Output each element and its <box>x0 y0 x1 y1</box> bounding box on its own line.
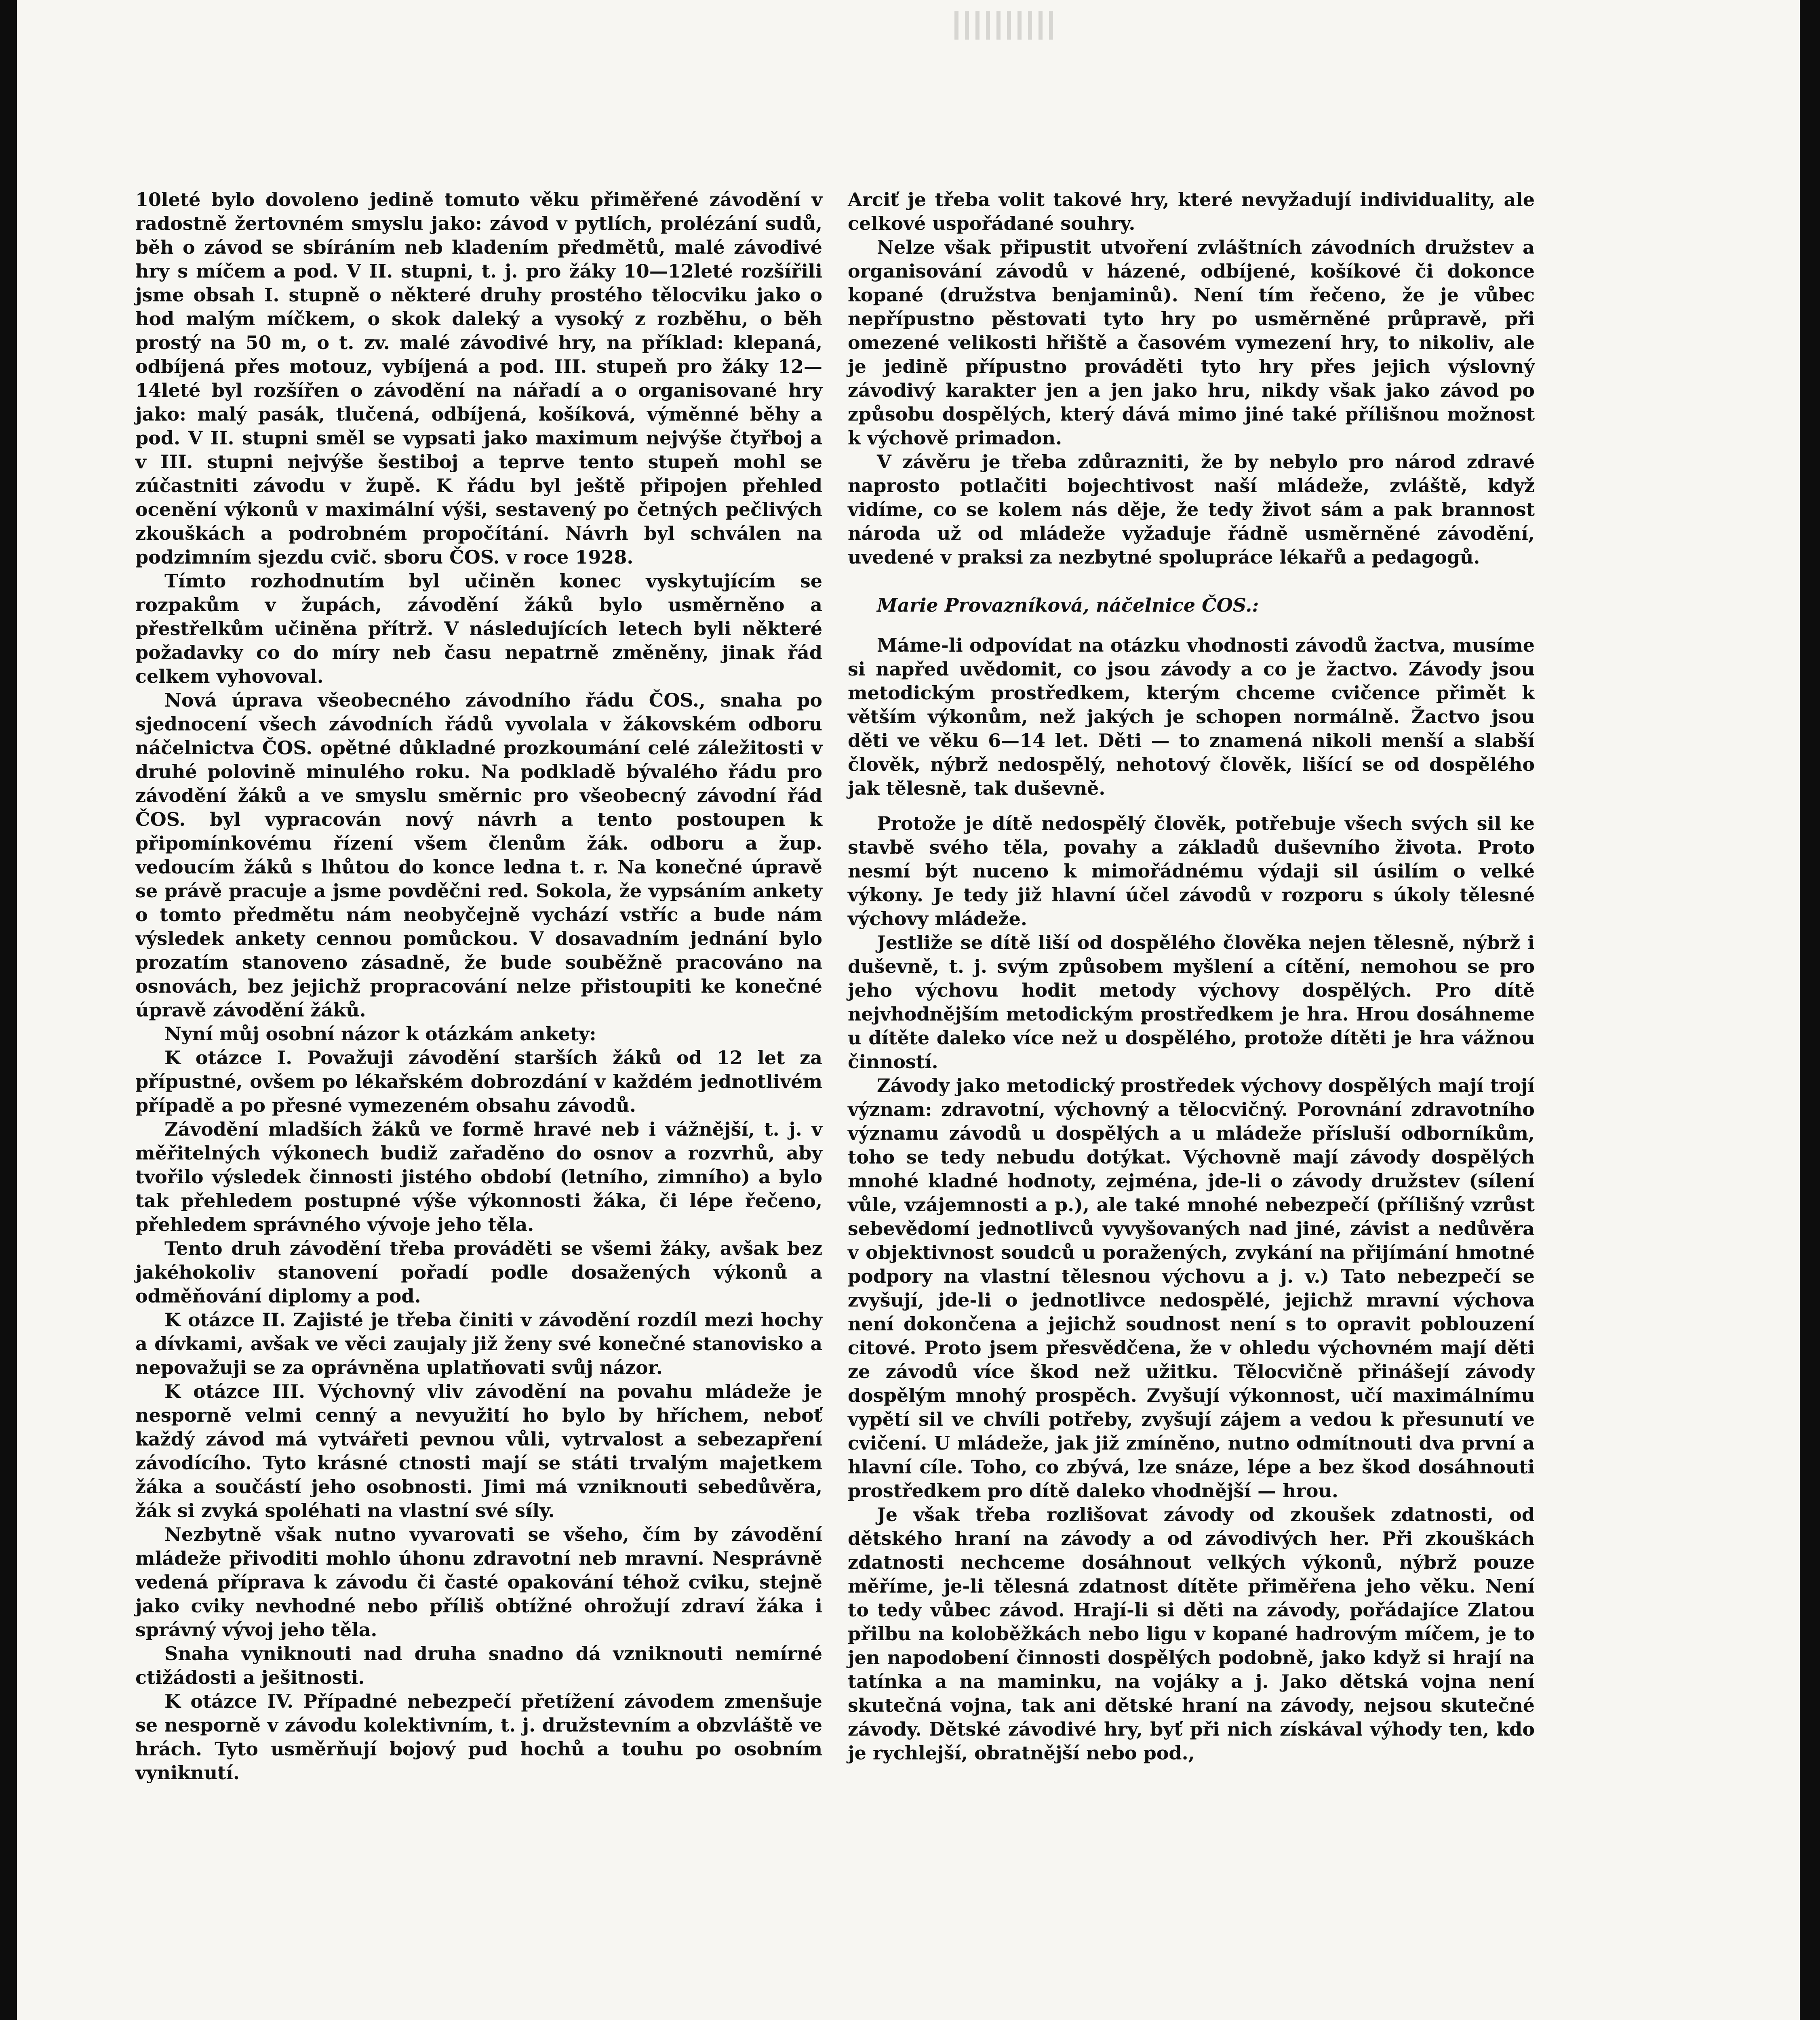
paragraph: 10leté bylo dovoleno jedině tomuto věku přiměřené závodění v radostně žertovném smyslu jako: závod v pytlích, prolézání sudů, běh o závod se sbíráním neb kladením předmětů, malé závodivé hry s míčem a pod. V II. stupni, t. j. pro žáky 10—12leté rozšířili jsme obsah I. stupně o některé druhy prostého tělocviku jako o hod malým míčkem, o skok daleký a vysoký z rozběhu, o běh prostý na 50 m, o t. zv. malé závodivé hry, na příklad: klepaná, odbíjená přes motouz, vybíjená a pod. III. stupeň pro žáky 12—14leté byl rozšířen o závodění na nářadí a o organisované hry jako: malý pasák, tlučená, odbíjená, košíková, výměnné běhy a pod. V II. stupni směl se vypsati jako maximum nejvýše čtyřboj a v III. stupni nejvýše šestiboj a teprve tento stupeň mohl se zúčastniti závodu v župě. K řádu byl ještě připojen přehled ocenění výkonů v maximální výši, sestavený po četných pečlivých zkouškách a podrobném propočítání. Návrh byl schválen na podzimním sjezdu cvič. sboru ČOS. v roce 1928. <box>135 189 822 568</box>
left-column <box>135 188 822 1785</box>
right-column <box>848 188 1535 1765</box>
paragraph: K otázce I. Považuji závodění starších žáků od 12 let za přípustné, ovšem po lékařském dobrozdání v každém jednotlivém případě a po přesné vymezeném obsahu závodů. <box>135 1047 822 1116</box>
paragraph: Jestliže se dítě liší od dospělého člověka nejen tělesně, nýbrž i duševně, t. j. svým způsobem myšlení a cítění, nemohou se pro jeho výchovu hodit metody výchovy dospělých. Pro dítě nejvhodnějším metodickým prostředkem je hra. Hrou dosáhneme u dítěte daleko více než u dospělého, protože dítěti je hra vážnou činností. <box>848 932 1535 1073</box>
paragraph: Snaha vyniknouti nad druha snadno dá vzniknouti nemírné ctižádosti a ješitnosti. <box>135 1643 822 1688</box>
paragraph: Je však třeba rozlišovat závody od zkoušek zdatnosti, od dětského hraní na závody a od závodivých her. Při zkouškách zdatnosti nechceme dosáhnout velkých výkonů, nýbrž pouze měříme, je-li tělesná zdatnost dítěte přiměřena jeho věku. Není to tedy vůbec závod. Hrají-li si děti na závody, pořádajíce Zlatou přilbu na koloběžkách nebo ligu v kopané hadrovým míčem, je to jen napodobení činnosti dospělých podobně, jako když si hrají na tatínka a na maminku, na vojáky a j. Jako dětská vojna není skutečná vojna, tak ani dětské hraní na závody, nejsou skutečné závody. Dětské závodivé hry, byť při nich získával výhody ten, kdo je rychlejší, obratnější nebo pod., <box>848 1504 1535 1764</box>
scan-artifact <box>954 11 1060 40</box>
paragraph: Nyní můj osobní názor k otázkám ankety: <box>164 1023 596 1045</box>
paragraph: V závěru je třeba zdůrazniti, že by nebylo pro národ zdravé naprosto potlačiti bojechtivost naší mládeže, zvláště, když vidíme, co se kolem nás děje, že tedy život sám a pak brannost národa už od mládeže vyžaduje řádně usměrněné závodění, uvedené v praksi za nezbytné spolupráce lékařů a pedagogů. <box>848 451 1535 568</box>
paragraph: Arciť je třeba volit takové hry, které nevyžadují individuality, ale celkové uspořádané souhry. <box>848 189 1535 234</box>
paragraph: Závody jako metodický prostředek výchovy dospělých mají trojí význam: zdravotní, výchovný a tělocvičný. Porovnání zdravotního významu závodů u dospělých a u mládeže přísluší odborníkům, toho se tedy nebudu dotýkat. Výchovně mají závody dospělých mnohé kladné hodnoty, zejména, jde-li o závody družstev (sílení vůle, vzájemnosti a p.), ale také mnohé nebezpečí (přílišný vzrůst sebevědomí jednotlivců vyvyšovaných nad jiné, závist a nedůvěra v objektivnost soudců u poražených, zvykání na přijímání hmotné podpory na vlastní tělesnou výchovu a j. v.) Tato nebezpečí se zvyšují, jde-li o jednotlivce nedospělé, jejichž mravní výchova není dokončena a jejichž soudnost není s to opravit poblouzení citové. Proto jsem přesvědčena, že v ohledu výchovném mají děti ze závodů více škod než užitku. Tělocvičně přinášejí závody dospělým mnohý prospěch. Zvyšují výkonnost, učí maximálnímu vypětí sil ve chvíli potřeby, zvyšují zájem a vedou k přesunutí ve cvičení. U mládeže, jak již zmíněno, nutno odmítnouti dva první a hlavní cíle. Toho, co zbývá, lze snáze, lépe a bez škod dosáhnouti prostředkem pro dítě daleko vhodnější — hrou. <box>848 1075 1535 1502</box>
paragraph: Závodění mladších žáků ve formě hravé neb i vážnější, t. j. v měřitelných výkonech budiž zařaděno do osnov a rozvrhů, aby tvořilo výsledek činnosti jistého období (letního, zimního) a bylo tak přehledem postupné výše výkonnosti žáka, či lépe řečeno, přehledem správného vývoje jeho těla. <box>135 1118 822 1235</box>
paragraph: Protože je dítě nedospělý člověk, potřebuje všech svých sil ke stavbě svého těla, povahy a základů duševního života. Proto nesmí být nuceno k mimořádnému výdaji sil úsilím o velké výkony. Je tedy již hlavní účel závodů v rozporu s úkoly tělesné výchovy mládeže. <box>848 812 1535 930</box>
paragraph: Máme-li odpovídat na otázku vhodnosti závodů žactva, musíme si napřed uvědomit, co jsou závody a co je žactvo. Závody jsou metodickým prostředkem, kterým chceme cvičence přimět k větším výkonům, než jakých je schopen normálně. Žactvo jsou děti ve věku 6—14 let. Děti — to znamená nikoli menší a slabší člověk, nýbrž nedospělý, nehotový člověk, lišící se od dospělého jak tělesně, tak duševně. <box>848 634 1535 799</box>
section-heading: Marie Provazníková, náčelnice ČOS.: <box>877 594 1259 616</box>
paragraph: K otázce III. Výchovný vliv závodění na povahu mládeže je nesporně velmi cenný a nevyužití ho bylo by hříchem, neboť každý závod má vytvářeti pevnou vůli, vytrvalost a sebezapření závodícího. Tyto krásné ctnosti mají se státi trvalým majetkem žáka a součástí jeho osobnosti. Jimi má vzniknouti sebedůvěra, žák si zvyká spoléhati na vlastní své síly. <box>135 1380 822 1521</box>
paragraph: Nelze však připustit utvoření zvláštních závodních družstev a organisování závodů v házené, odbíjené, košíkové či dokonce kopané (družstva benjaminů). Není tím řečeno, že je vůbec nepřípustno pěstovati tyto hry po usměrněné průpravě, při omezené velikosti hřiště a časovém vymezení hry, to nikoliv, ale je jedině přípustno prováděti tyto hry přes jejich výslovný závodivý karakter jen a jen jako hru, nikdy však jako závod po způsobu dospělých, který dává mimo jiné také přílišnou možnost k výchově primadon. <box>848 236 1535 449</box>
paragraph: Nezbytně však nutno vyvarovati se všeho, čím by závodění mládeže přivoditi mohlo úhonu zdravotní neb mravní. Nesprávně vedená příprava k závodu či časté opakování téhož cviku, stejně jako cviky nevhodné nebo příliš obtížné ohrožují zdraví žáka i správný vývoj jeho těla. <box>135 1523 822 1641</box>
paragraph-gap <box>848 800 1535 812</box>
paragraph: Tento druh závodění třeba prováděti se všemi žáky, avšak bez jakéhokoliv stanovení pořadí podle dosažených výkonů a odměňování diplomy a pod. <box>135 1237 822 1307</box>
paragraph: Nová úprava všeobecného závodního řádu ČOS., snaha po sjednocení všech závodních řádů vyvolala v žákovském odboru náčelnictva ČOS. opětné důkladné prozkoumání celé záležitosti v druhé polovině minulého roku. Na podkladě bývalého řádu pro závodění žáků a ve smyslu směrnic pro všeobecný závodní řád ČOS. byl vypracován nový návrh a tento postoupen k připomínkovému řízení všem členům žák. odboru a žup. vedoucím žáků s lhůtou do konce ledna t. r. Na konečné úpravě se právě pracuje a jsme povděčni red. Sokola, že vypsáním ankety o tomto předmětu nám neobyčejně vychází vstříc a bude nám výsledek ankety cennou pomůckou. V dosavadním jednání bylo prozatím stanoveno zásadně, že bude souběžně pracováno na osnovách, bez jejichž propracování nelze přistoupiti ke konečné úpravě závodění žáků. <box>135 689 822 1021</box>
paragraph: K otázce II. Zajisté je třeba činiti v závodění rozdíl mezi hochy a dívkami, avšak ve věci zaujaly již ženy své konečné stanovisko a nepovažuji se za oprávněna uplatňovati svůj názor. <box>135 1309 822 1378</box>
paragraph: Tímto rozhodnutím byl učiněn konec vyskytujícím se rozpakům v župách, závodění žáků bylo usměrněno a přestřelkům učiněna přítrž. V následujících letech byli některé požadavky co do míry neb času nepatrně změněny, jinak řád celkem vyhovoval. <box>135 570 822 687</box>
paragraph: K otázce IV. Případné nebezpečí přetížení závodem zmenšuje se nesporně v závodu kolektivním, t. j. družstevním a obzvláště ve hrách. Tyto usměrňují bojový pud hochů a touhu po osobním vyniknutí. <box>135 1690 822 1784</box>
